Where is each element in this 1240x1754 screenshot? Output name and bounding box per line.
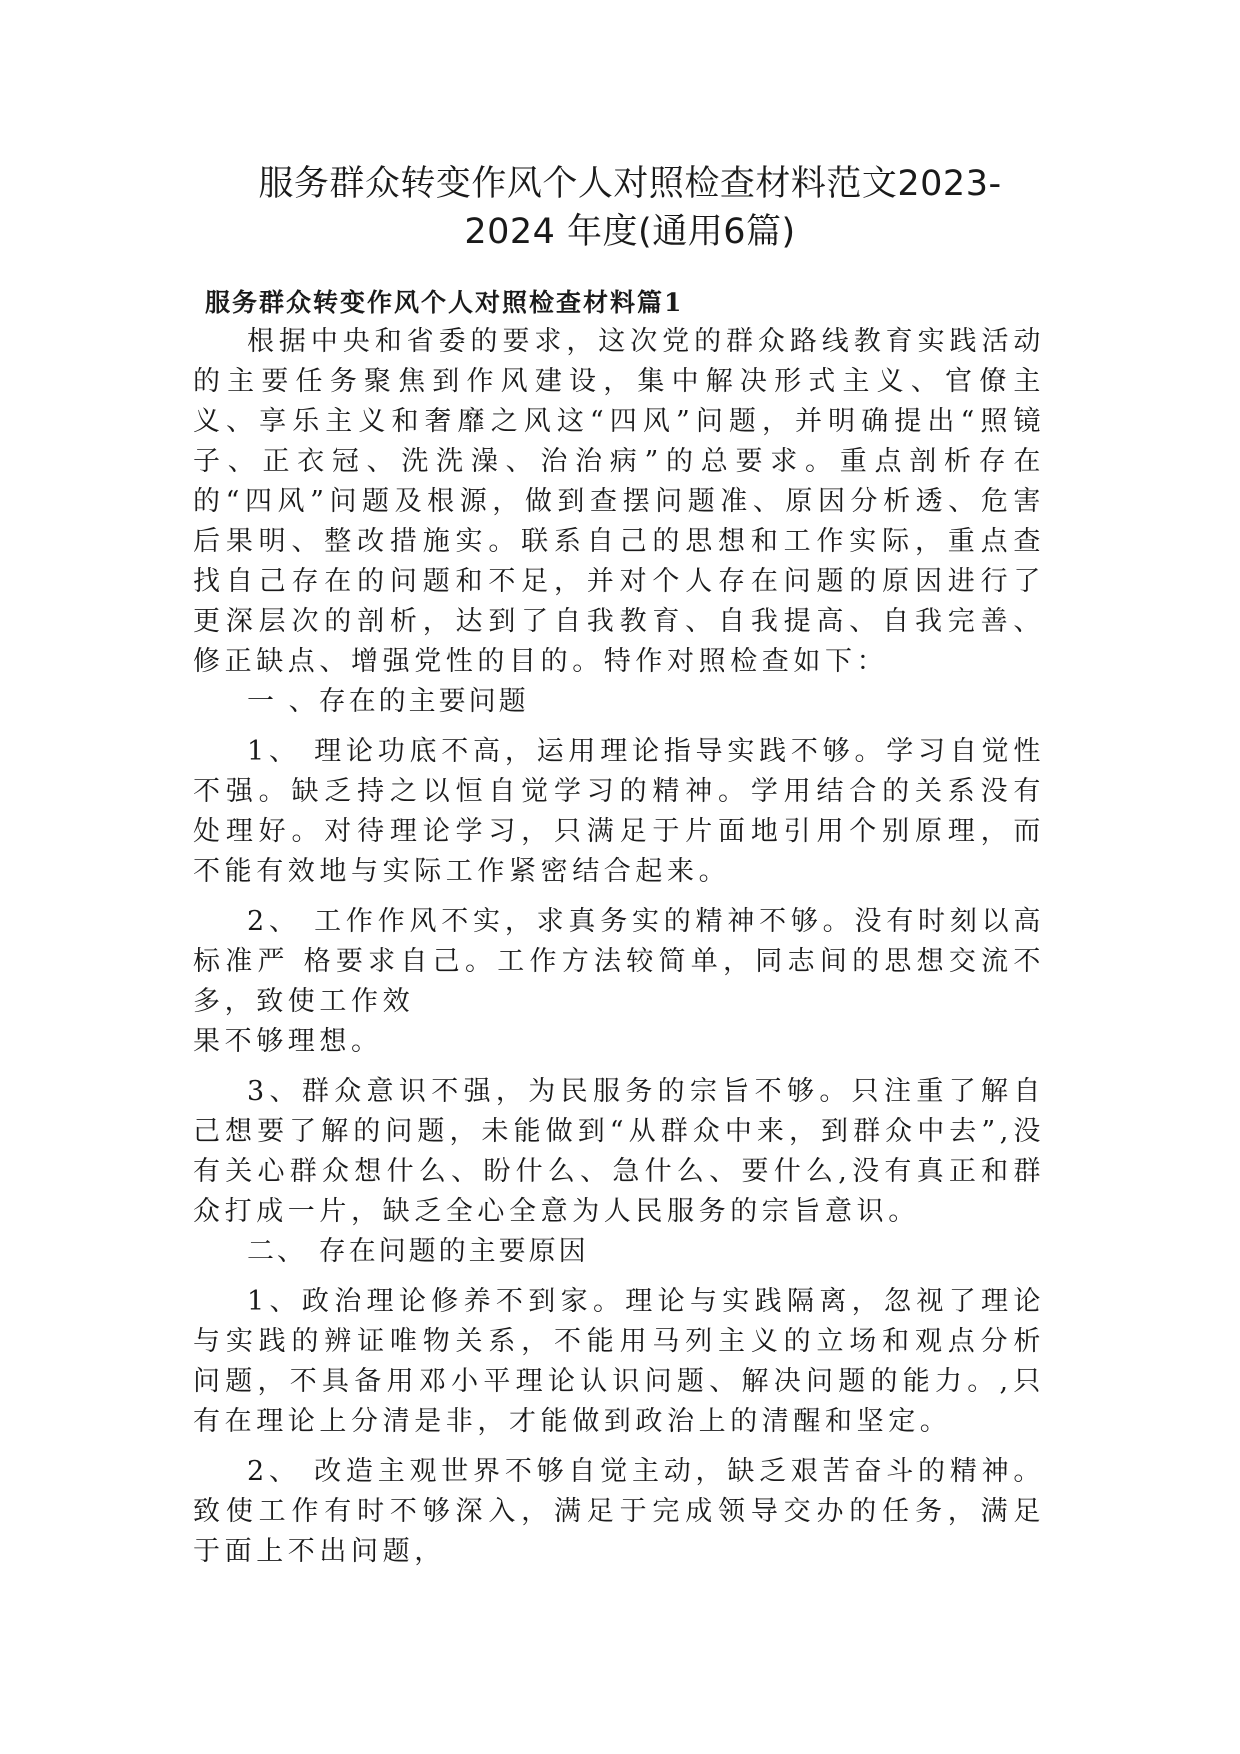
heading-main-problems: 一 、存在的主要问题 xyxy=(247,686,529,717)
section-title: 服务群众转变作风个人对照检查材料篇1 xyxy=(205,288,684,317)
paragraph-problem-1: 1、 理论功底不高，运用理论指导实践不够。学习自觉性不强。缺乏持之以恒自觉学习的精神。学用结合的关系没有处理好。对待理论学习，只满足于片面地引用个别原理，而不能有效地与实际工作紧密结合起来。 xyxy=(193,736,1046,887)
paragraph-problem-3: 3、群众意识不强，为民服务的宗旨不够。只注重了解自己想要了解的问题，未能做到“从群众中来，到群众中去”,没有关心群众想什么、盼什么、急什么、要什么,没有真正和群众打成一片，缺乏全心全意为人民服务的宗旨意识。 xyxy=(193,1076,1045,1227)
document-title-line-1: 服务群众转变作风个人对照检查材料范文2023- xyxy=(258,164,1002,204)
paragraph-problem-2: 2、 工作作风不实，求真务实的精神不够。没有时刻以高标准严 格要求自己。工作方法较简单，同志间的思想交流不多，致使工作效 xyxy=(193,906,1046,1017)
heading-main-causes: 二、 存在问题的主要原因 xyxy=(247,1236,589,1267)
document-title xyxy=(250,160,1010,256)
paragraph-cause-2: 2、 改造主观世界不够自觉主动，缺乏艰苦奋斗的精神。致使工作有时不够深入，满足于完成领导交办的任务，满足于面上不出问题， xyxy=(193,1456,1046,1567)
document-body xyxy=(193,322,1045,1572)
paragraph-intro: 根据中央和省委的要求，这次党的群众路线教育实践活动的主要任务聚焦到作风建设，集中解决形式主义、官僚主义、享乐主义和奢靡之风这“四风”问题，并明确提出“照镜子、正衣冠、洗洗澡、治治病”的总要求。重点剖析存在的“四风”问题及根源，做到查摆问题准、原因分析透、危害后果明、整改措施实。联系自己的思想和工作实际，重点查找自己存在的问题和不足，并对个人存在问题的原因进行了更深层次的剖析，达到了自我教育、自我提高、自我完善、修正缺点、增强党性的目的。特作对照检查如下： xyxy=(193,326,1045,677)
document-title-line-2: 2024 年度(通用6篇) xyxy=(464,212,796,252)
paragraph-cause-1: 1、政治理论修养不到家。理论与实践隔离，忽视了理论与实践的辨证唯物关系，不能用马列主义的立场和观点分析问题，不具备用邓小平理论认识问题、解决问题的能力。,只有在理论上分清是非，才能做到政治上的清醒和坚定。 xyxy=(193,1286,1045,1437)
paragraph-problem-2-end: 果不够理想。 xyxy=(193,1026,383,1057)
